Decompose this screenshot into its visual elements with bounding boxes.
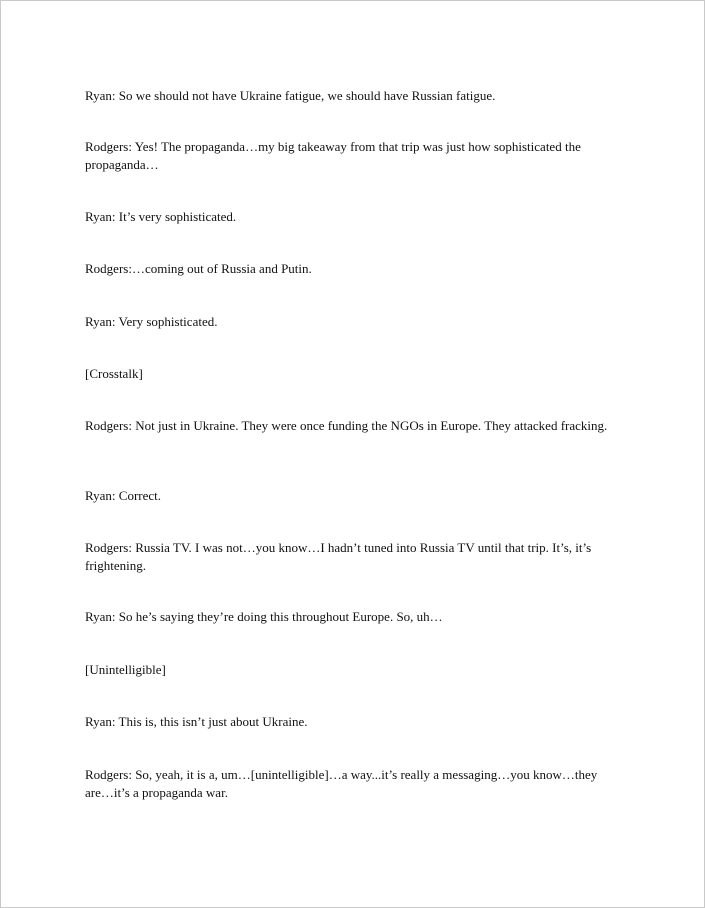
transcript-line-ryan-3: Ryan: Very sophisticated. xyxy=(85,314,218,329)
transcript-line-rodgers-1: Rodgers: Yes! The propaganda…my big takeaway from that trip was just how sophisticated the propaganda… xyxy=(85,139,581,172)
transcript-line-ryan-4: Ryan: Correct. xyxy=(85,488,162,503)
transcript-line-rodgers-3: Rodgers: Not just in Ukraine. They were once funding the NGOs in Europe. They attacked fracking. xyxy=(85,418,608,433)
transcript-line-rodgers-5: Rodgers: So, yeah, it is a, um…[unintelligible]…a way...it’s really a messaging…you know…they are…it’s a propaganda war. xyxy=(85,767,598,800)
transcript-line-ryan-1: Ryan: So we should not have Ukraine fatigue, we should have Russian fatigue. xyxy=(85,88,496,103)
transcript-line-ryan-5: Ryan: So he’s saying they’re doing this throughout Europe. So, uh… xyxy=(85,609,443,624)
transcript-line-crosstalk: [Crosstalk] xyxy=(85,366,143,381)
transcript-line-ryan-6: Ryan: This is, this isn’t just about Ukraine. xyxy=(85,714,308,729)
transcript-line-rodgers-2: Rodgers:…coming out of Russia and Putin. xyxy=(85,261,312,276)
transcript-line-unintelligible: [Unintelligible] xyxy=(85,662,166,677)
transcript-line-rodgers-4: Rodgers: Russia TV. I was not…you know…I hadn’t tuned into Russia TV until that trip. It’s, it’s frightening. xyxy=(85,540,592,573)
transcript-line-ryan-2: Ryan: It’s very sophisticated. xyxy=(85,209,237,224)
